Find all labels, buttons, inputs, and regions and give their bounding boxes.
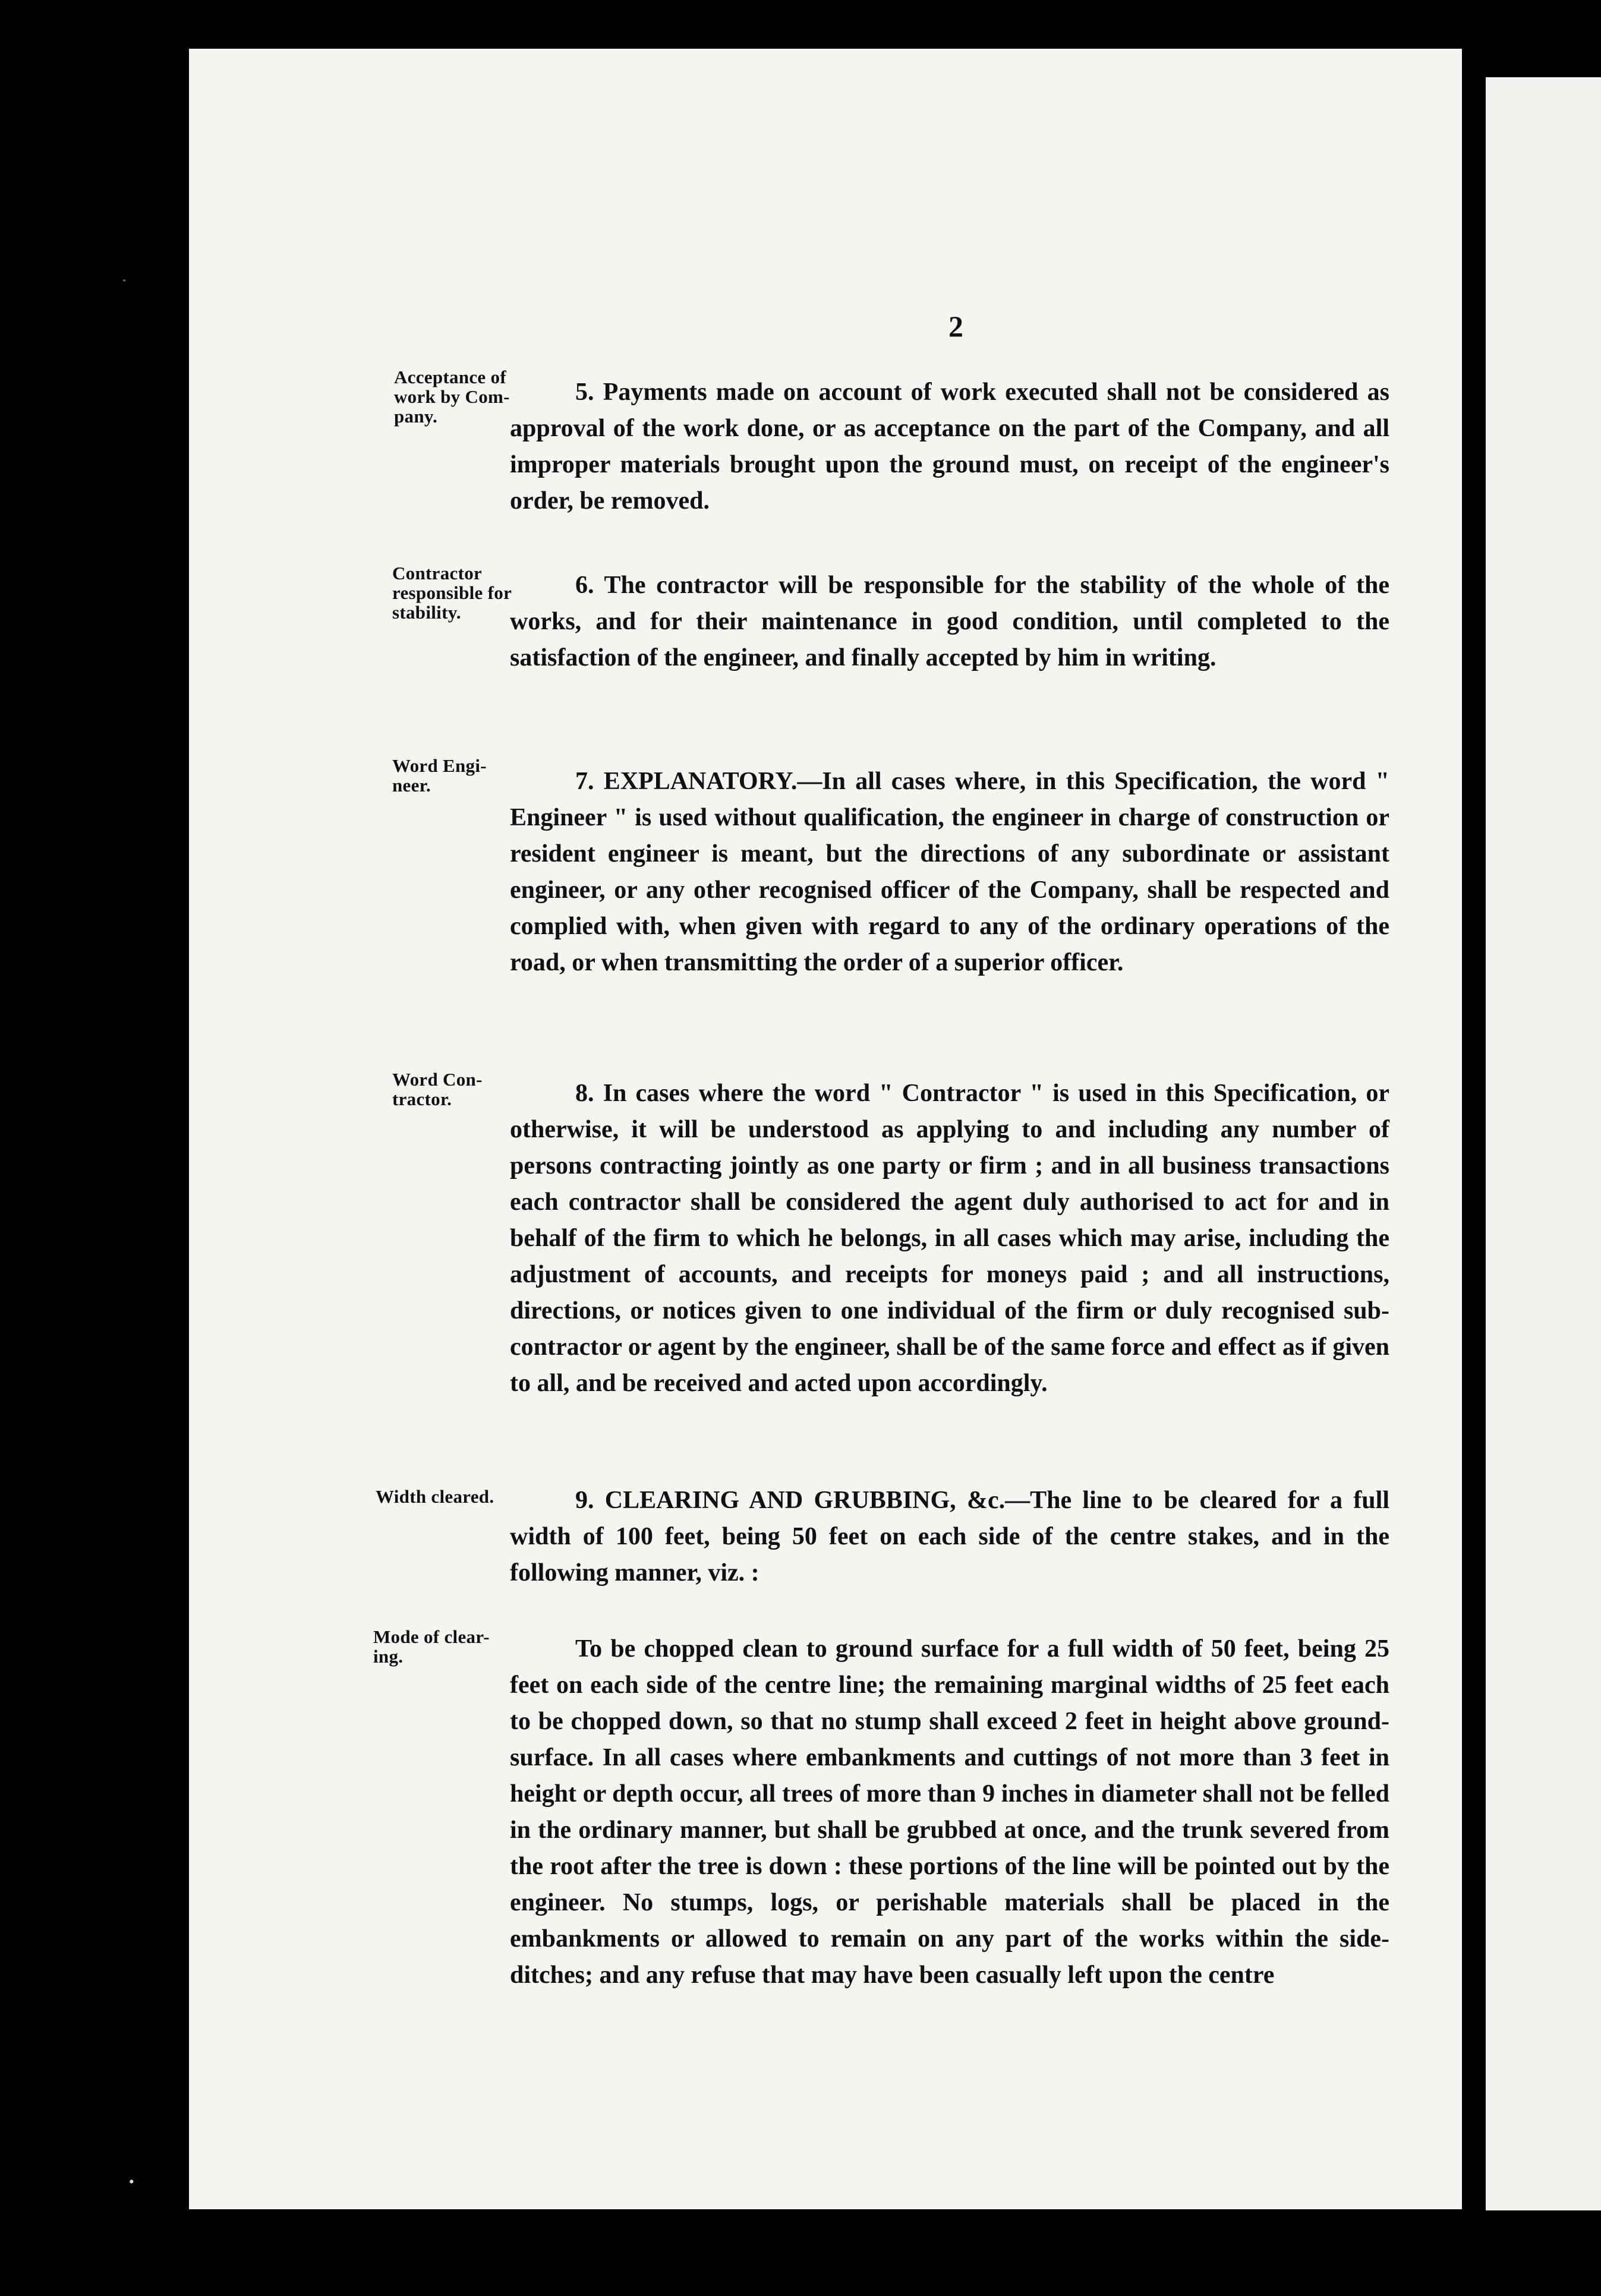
margin-note-line: neer. <box>392 775 431 796</box>
margin-note-line: pany. <box>394 406 438 427</box>
margin-note-line: Contractor <box>392 563 483 584</box>
margin-note-line: Word Con- <box>392 1069 483 1090</box>
margin-note-line: stability. <box>392 602 461 623</box>
margin-note-word-engineer <box>392 756 487 795</box>
margin-note-width-cleared <box>376 1487 494 1506</box>
margin-note-line: Word Engi- <box>392 755 487 776</box>
paragraph-9: 9. CLEARING AND GRUBBING, &c.—The line to be cleared for a full width of 100 feet, being 50 feet on each side of the centre stakes, and in the following manner, viz. : <box>510 1487 1389 1587</box>
scan-speck: · <box>122 273 127 289</box>
margin-note-line: Mode of clear- <box>373 1626 490 1647</box>
paragraph-7: 7. EXPLANATORY.—In all cases where, in this Specification, the word " Engineer " is used without qualification, the engineer in charge of construction or resident engineer is meant, but the directions of any subordinate or assistant engineer, or any other recognised officer of the Company, shall be respected and complied with, when given with regard to any of the ordinary operations of the road, or when transmitting the order of a superior officer. <box>510 768 1389 976</box>
margin-note-mode-of-clearing <box>373 1627 490 1666</box>
scan-speck: · <box>128 2169 135 2194</box>
page-number: 2 <box>948 310 963 343</box>
margin-note-line: ing. <box>373 1646 404 1667</box>
margin-note-line: work by Com- <box>394 386 510 407</box>
paragraph-6: 6. The contractor will be responsible for the stability of the whole of the works, and for their maintenance in good condition, until completed to the satisfaction of the engineer, and finally accepted by him in writing. <box>510 572 1389 671</box>
margin-note-acceptance <box>394 367 510 426</box>
paragraph-5: 5. Payments made on account of work executed shall not be considered as approval of the work done, or as acceptance on the part of the Company, and all improper materials brought upon the ground must, on receipt of the engineer's order, be removed. <box>510 379 1389 515</box>
paragraph-8: 8. In cases where the word " Contractor " is used in this Specification, or otherwise, it will be understood as applying to and including any number of persons contracting jointly as one party or firm ; and in all business transactions each contractor shall be considered the agent duly authorised to act for and in behalf of the firm to which he belongs, in all cases which may arise, including the adjustment of accounts, and receipts for moneys paid ; and all instructions, directions, or notices given to one individual of the firm or duly recognised sub-contractor or agent by the engineer, shall be of the same force and effect as if given to all, and be received and acted upon accordingly. <box>510 1080 1389 1397</box>
margin-note-line: Width cleared. <box>376 1486 494 1507</box>
margin-note-word-contractor <box>392 1070 483 1109</box>
margin-note-line: Acceptance of <box>394 367 506 387</box>
margin-note-line: responsible for <box>392 582 512 603</box>
margin-note-contractor-responsible <box>392 563 512 622</box>
adjacent-page-edge <box>1486 77 1601 2210</box>
paragraph-mode-of-clearing: To be chopped clean to ground surface for a full width of 50 feet, being 25 feet on each side of the centre line; the remaining marginal widths of 25 feet each to be chopped down, so that no stump shall exceed 2 feet in height above ground-surface. In all cases where embankments and cuttings of not more than 3 feet in height or depth occur, all trees of more than 9 inches in diameter shall not be felled in the ordinary manner, but shall be grubbed at once, and the trunk severed from the root after the tree is down : these portions of the line will be pointed out by the engineer. No stumps, logs, or perishable materials shall be placed in the embankments or allowed to remain on any part of the works within the side-ditches; and any refuse that may have been casually left upon the centre <box>510 1635 1389 1989</box>
margin-note-line: tractor. <box>392 1089 452 1109</box>
